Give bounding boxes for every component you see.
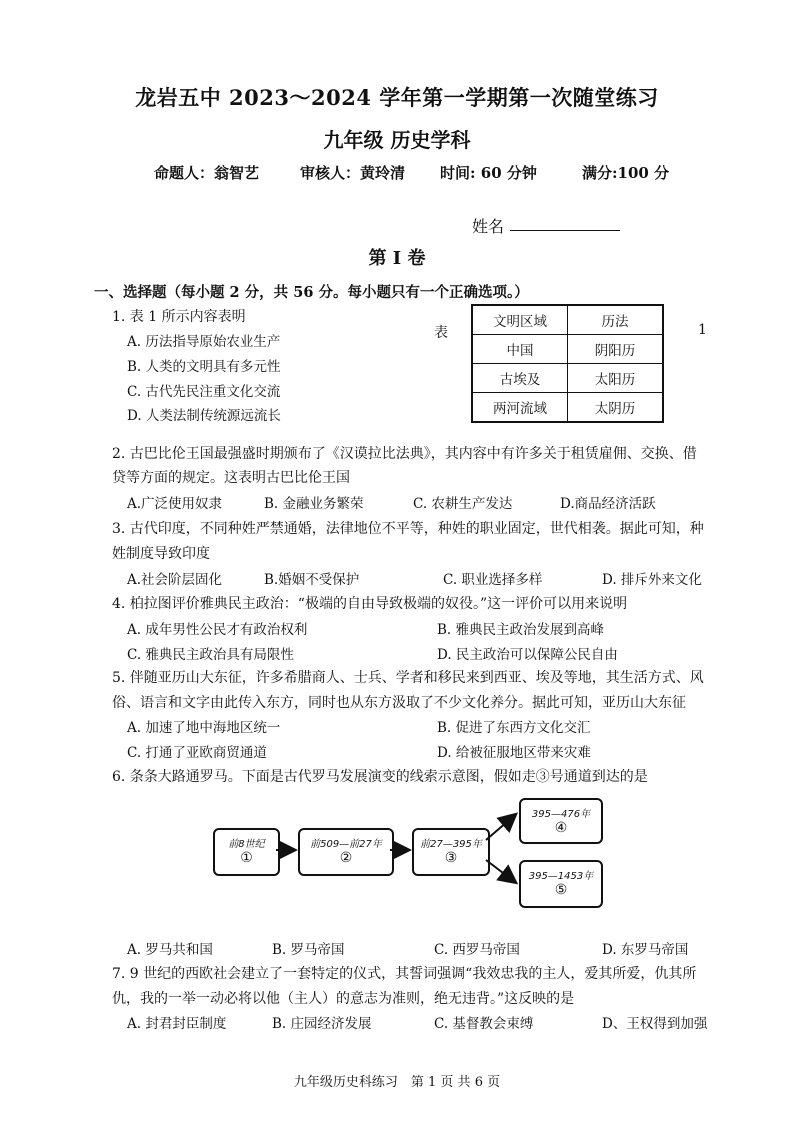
q1-option-c[interactable]: C. 古代先民注重文化交流 (127, 384, 281, 400)
q1-option-d[interactable]: D. 人类法制传统源远流长 (127, 408, 281, 424)
box-2-mark: ② (339, 850, 353, 866)
diagram-box-3 (412, 828, 490, 876)
q1-option-a[interactable]: A. 历法指导原始农业生产 (127, 334, 281, 350)
diagram-box-1 (213, 828, 280, 876)
q3-option-a[interactable]: A.社会阶层固化 (127, 572, 223, 588)
table-row (472, 364, 663, 393)
q3-option-c[interactable]: C. 职业选择多样 (443, 572, 543, 588)
q5-stem-line2: 俗、语言和文字由此传入东方，同时也从东方汲取了不少文化养分。据此可知，亚历山大东征 (112, 695, 686, 711)
q2-option-d[interactable]: D.商品经济活跃 (560, 496, 656, 512)
page-footer: 九年级历史科练习 第 1 页 共 6 页 (293, 1075, 501, 1090)
q5-option-a[interactable]: A. 加速了地中海地区统一 (127, 720, 281, 736)
q3-stem-line1: 3. 古代印度，不同种姓严禁通婚，法律地位不平等，种姓的职业固定，世代相袭。据此可知，种 (112, 521, 704, 537)
volume-heading: 第 I 卷 (368, 248, 426, 269)
table-row (472, 335, 663, 364)
q4-option-b[interactable]: B. 雅典民主政治发展到高峰 (437, 622, 605, 638)
q3-option-b[interactable]: B.婚姻不受保护 (264, 572, 360, 588)
q4-option-d[interactable]: D. 民主政治可以保障公民自由 (437, 647, 618, 663)
table-cell: 太阴历 (568, 393, 664, 423)
q5-option-d[interactable]: D. 给被征服地区带来灾难 (437, 745, 591, 761)
table-header-cell: 文明区域 (472, 305, 568, 335)
table-caption-left: 表 (434, 325, 448, 341)
q7-option-c[interactable]: C. 基督教会束缚 (434, 1016, 534, 1032)
q7-option-d[interactable]: D、王权得到加强 (602, 1016, 708, 1032)
box-5-mark: ⑤ (554, 882, 568, 898)
q4-option-c[interactable]: C. 雅典民主政治具有局限性 (127, 647, 294, 663)
reviewer: 审核人：黄玲清 (300, 164, 406, 182)
q5-option-b[interactable]: B. 促进了东西方文化交汇 (437, 720, 591, 736)
q1-stem: 1. 表 1 所示内容表明 (112, 309, 246, 325)
q5-option-c[interactable]: C. 打通了亚欧商贸通道 (127, 745, 267, 761)
box-5-period: 395—1453年 (528, 871, 594, 882)
diagram-box-5 (519, 860, 603, 908)
q2-stem-line1: 2. 古巴比伦王国最强盛时期颁布了《汉谟拉比法典》，其内容中有许多关于租赁雇佣、交换、借 (112, 446, 697, 462)
q4-stem: 4. 柏拉图评价雅典民主政治：“极端的自由导致极端的奴役。”这一评价可以用来说明 (112, 596, 628, 612)
table-cell: 太阳历 (568, 364, 664, 393)
page-title: 龙岩五中 2023～2024 学年第一学期第一次随堂练习 (135, 85, 659, 110)
table-cell: 两河流域 (472, 393, 568, 423)
box-3-mark: ③ (444, 850, 458, 866)
q6-option-d[interactable]: D. 东罗马帝国 (602, 942, 689, 958)
q7-option-b[interactable]: B. 庄园经济发展 (272, 1016, 372, 1032)
q3-option-d[interactable]: D. 排斥外来文化 (602, 572, 702, 588)
q6-option-a[interactable]: A. 罗马共和国 (127, 942, 213, 958)
table-caption-right: 1 (698, 322, 707, 338)
exam-time: 时间: 60 分钟 (440, 164, 537, 182)
table-cell: 中国 (472, 335, 568, 364)
q1-option-b[interactable]: B. 人类的文明具有多元性 (127, 359, 281, 375)
box-4-mark: ④ (554, 820, 568, 836)
q6-option-b[interactable]: B. 罗马帝国 (272, 942, 345, 958)
table-header-cell: 历法 (568, 305, 664, 335)
name-label: 姓名 (472, 217, 505, 236)
name-blank[interactable] (510, 230, 620, 231)
q7-option-a[interactable]: A. 封君封臣制度 (127, 1016, 227, 1032)
q4-option-a[interactable]: A. 成年男性公民才有政治权利 (127, 622, 308, 638)
diagram-box-4 (519, 798, 603, 844)
arrow-3-5 (486, 860, 515, 882)
q6-option-c[interactable]: C. 西罗马帝国 (434, 942, 520, 958)
q7-stem-line2: 仇，我的一举一动必将以他（主人）的意志为准则，绝无违背。”这反映的是 (112, 991, 575, 1007)
diagram-box-2 (298, 828, 394, 876)
q6-stem: 6. 条条大路通罗马。下面是古代罗马发展演变的线索示意图，假如走③号通道到达的是 (112, 769, 648, 785)
table-cell: 古埃及 (472, 364, 568, 393)
author: 命题人：翁智艺 (154, 164, 260, 182)
table-cell: 阴阳历 (568, 335, 664, 364)
q2-option-a[interactable]: A.广泛使用奴隶 (127, 496, 223, 512)
q3-stem-line2: 姓制度导致印度 (112, 546, 210, 562)
box-1-period: 前8世纪 (228, 839, 265, 850)
full-score: 满分:100 分 (582, 164, 670, 182)
arrow-3-4 (486, 815, 515, 840)
page-subtitle: 九年级 历史学科 (323, 128, 471, 152)
q2-stem-line2: 贷等方面的规定。这表明古巴比伦王国 (112, 470, 350, 486)
q2-option-b[interactable]: B. 金融业务繁荣 (264, 496, 364, 512)
table-header-row (472, 305, 663, 335)
box-2-period: 前509—前27年 (310, 839, 382, 850)
table-row (472, 393, 663, 423)
calendar-table (471, 304, 664, 423)
q2-option-c[interactable]: C. 农耕生产发达 (413, 496, 513, 512)
section-heading: 一、选择题（每小题 2 分，共 56 分。每小题只有一个正确选项。） (94, 284, 529, 301)
box-1-mark: ① (240, 850, 253, 866)
q5-stem-line1: 5. 伴随亚历山大东征，许多希腊商人、士兵、学者和移民来到西亚、埃及等地，其生活方式、风 (112, 670, 704, 686)
box-3-period: 前27—395年 (420, 839, 482, 850)
box-4-period: 395—476年 (531, 809, 591, 820)
q7-stem-line1: 7. 9 世纪的西欧社会建立了一套特定的仪式，其誓词强调“我效忠我的主人，爱其所爱，仇其所 (112, 966, 697, 982)
